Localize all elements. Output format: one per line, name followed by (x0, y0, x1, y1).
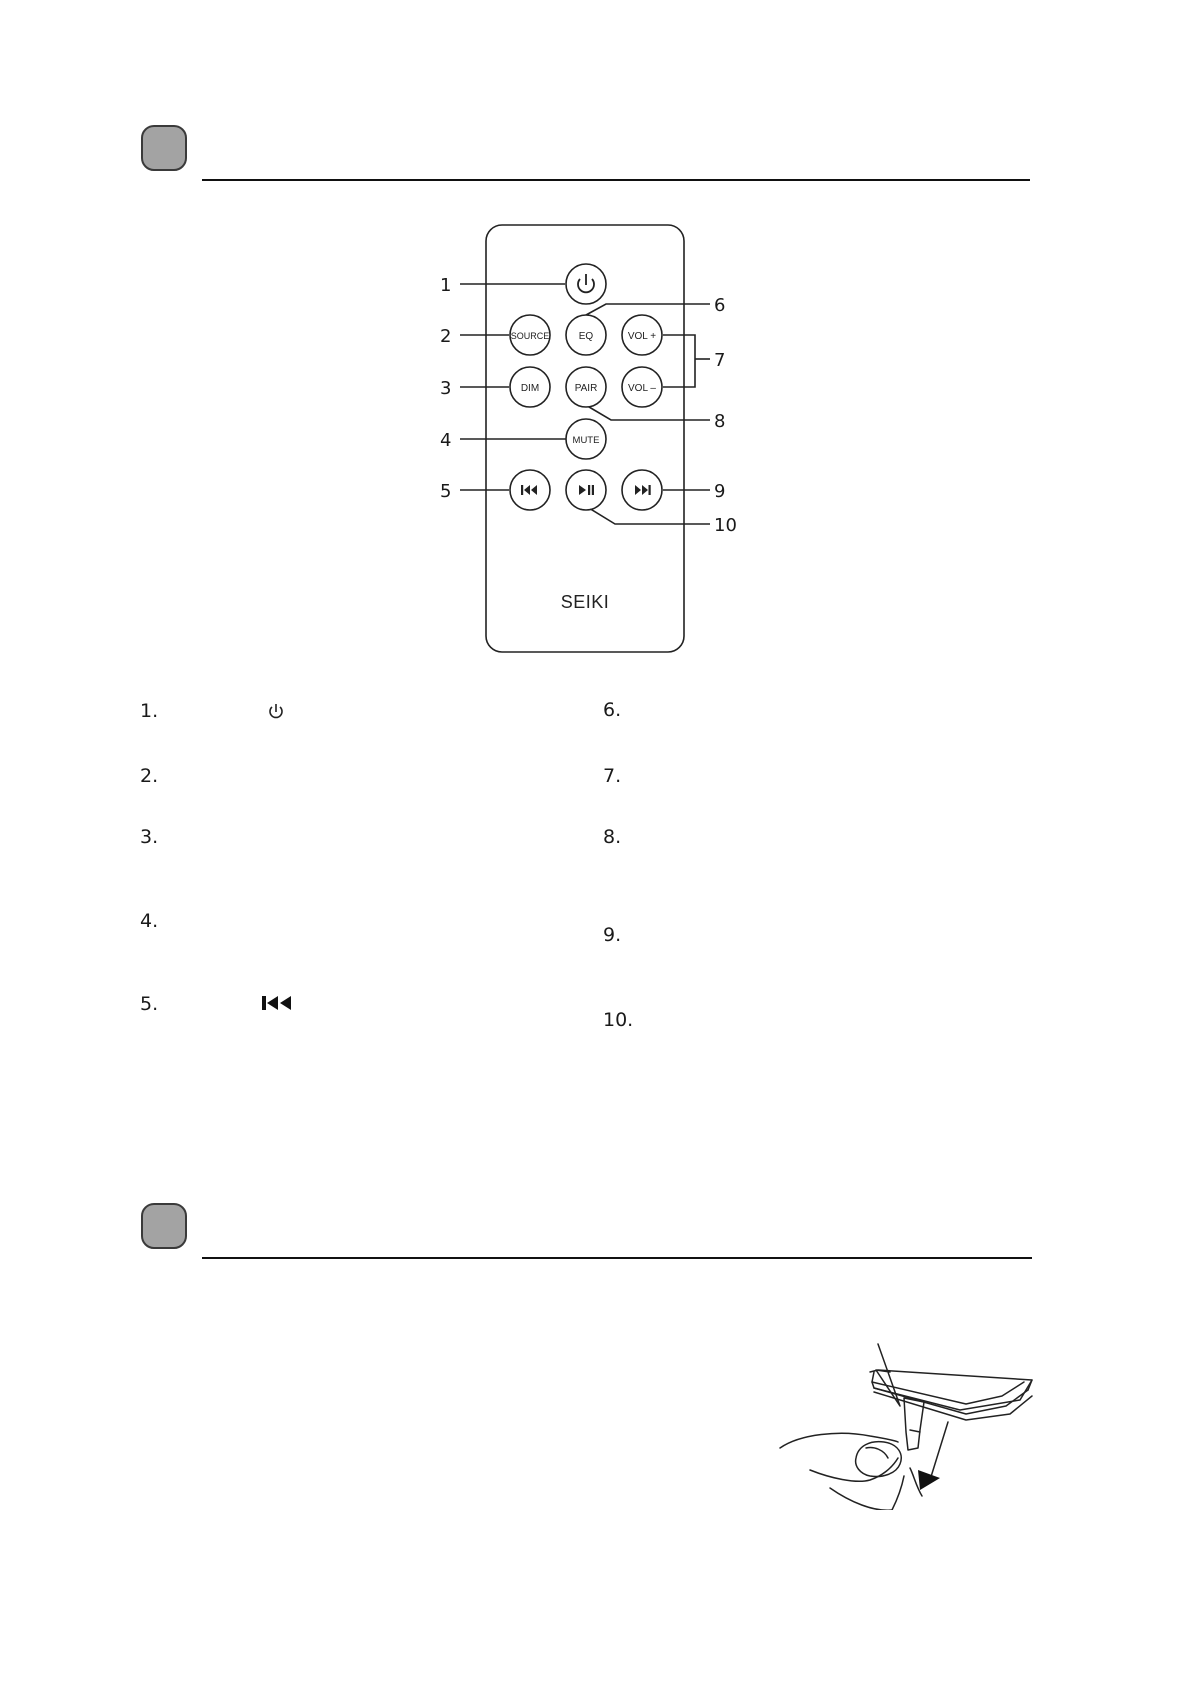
callout-1: 1 (440, 275, 452, 296)
section-badge-2 (141, 1203, 187, 1249)
dim-label: DIM (520, 383, 540, 394)
pull-arrow-shaft (930, 1422, 948, 1480)
callout-6: 6 (714, 295, 726, 316)
callout-4: 4 (440, 430, 452, 451)
hand (780, 1433, 898, 1448)
callout-line-6 (586, 304, 710, 315)
remote-control-diagram (0, 0, 1191, 700)
list-number-5: 5. (140, 993, 159, 1015)
callout-3: 3 (440, 378, 452, 399)
list-number-1: 1. (140, 700, 159, 722)
power-icon (268, 702, 284, 720)
pair-label: PAIR (574, 383, 598, 394)
list-number-10: 10. (603, 1009, 634, 1031)
callout-7: 7 (714, 350, 726, 371)
list-number-3: 3. (140, 826, 159, 848)
list-number-9: 9. (603, 924, 622, 946)
callout-line-7 (663, 335, 695, 387)
source-label: SOURCE (510, 331, 550, 341)
list-number-4: 4. (140, 910, 159, 932)
callout-9: 9 (714, 481, 726, 502)
remote-brand-logo: SEIKI (560, 592, 610, 612)
callout-2: 2 (440, 326, 452, 347)
callout-5: 5 (440, 481, 452, 502)
eq-label: EQ (578, 331, 594, 342)
list-number-8: 8. (603, 826, 622, 848)
section-rule-2 (202, 1257, 1032, 1259)
list-number-2: 2. (140, 765, 159, 787)
callout-8: 8 (714, 411, 726, 432)
callout-10: 10 (714, 515, 737, 536)
list-number-7: 7. (603, 765, 622, 787)
battery-tab-removal-illustration (770, 1330, 1050, 1510)
vol-up-label: VOL + (627, 331, 657, 342)
previous-track-icon (262, 995, 296, 1011)
vol-down-label: VOL – (628, 383, 656, 394)
list-number-6: 6. (603, 699, 622, 721)
mute-label: MUTE (572, 435, 600, 446)
pull-arrow-head (918, 1470, 940, 1490)
